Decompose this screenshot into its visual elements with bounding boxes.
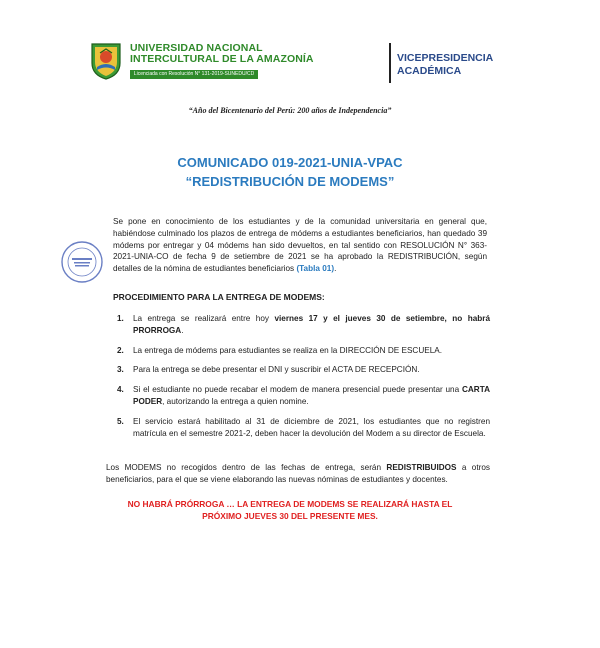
vice-line1: VICEPRESIDENCIA <box>397 52 494 64</box>
vice-line2: ACADÉMICA <box>397 65 462 77</box>
procedure-step <box>100 313 490 337</box>
year-motto: “Año del Bicentenario del Perú: 200 años de Independencia” <box>188 106 392 115</box>
step-number: 4. <box>117 385 124 395</box>
warning-line1: NO HABRÁ PRÓRROGA … LA ENTREGA DE MODEMS SE REALIZARÁ HASTA EL <box>127 499 453 509</box>
step-text: La entrega se realizará entre hoy <box>133 314 275 323</box>
communique-subject: “REDISTRIBUCIÓN DE MODEMS” <box>185 174 395 189</box>
closing-paragraph <box>106 462 490 486</box>
university-seal-icon <box>86 41 126 81</box>
closing-text: Los MODEMS no recogidos dentro de las fechas de entrega, serán <box>106 463 387 472</box>
step-text: El servicio estará habilitado al 31 de diciembre de 2021, los estudiantes que no registren matrícula en el semestre 2021-2, deben hacer la devolución del Modem a su director de Escuela. <box>133 416 490 438</box>
procedure-step <box>100 416 490 440</box>
header-divider <box>389 43 391 83</box>
license-banner: Licenciada con Resolución N° 131-2019-SUNEDU/CD <box>130 70 258 79</box>
procedure-step <box>100 364 490 376</box>
step-number: 2. <box>117 345 124 355</box>
communique-number: COMUNICADO 019-2021-UNIA-VPAC <box>177 155 403 170</box>
step-number: 1. <box>117 314 124 323</box>
step-text-end: , autorizando la entrega a quien nomine. <box>162 396 309 406</box>
vice-presidency-label <box>397 52 493 78</box>
procedure-step <box>100 345 490 357</box>
step-text-bold: CARTA PODER <box>133 385 490 406</box>
university-name-line1: UNIVERSIDAD NACIONAL <box>130 42 263 54</box>
university-name <box>130 42 314 65</box>
closing-text-end: a otros beneficiarios, para el que se viene elaborando las nuevas nóminas de estudiantes y docentes. <box>106 463 491 484</box>
step-text-end: . <box>181 325 184 335</box>
procedure-heading: PROCEDIMIENTO PARA LA ENTREGA DE MODEMS: <box>113 292 325 302</box>
step-text-bold: viernes 17 y el jueves 30 de setiembre, no habrá PRORROGA <box>133 314 491 335</box>
intro-text: Se pone en conocimiento de los estudiantes y de la comunidad universitaria en general que, habiéndose culminado los plazos de entrega de módems a estudiantes beneficiarios, han quedado 39 módems por entregar y 04 módems han sido devueltos, en tal sentido con RESOLUCIÓN N° 363-2021-UNIA-CO de fecha 9 de setiembre de 2021 se ha aprobado la REDISTRIBUCIÓN, según detalles de la nómina de estudiantes beneficiarios <box>113 217 487 274</box>
step-number: 5. <box>117 416 124 426</box>
deadline-warning <box>90 498 490 522</box>
intro-end: . <box>334 264 337 274</box>
step-number: 3. <box>117 365 124 375</box>
closing-bold: REDISTRIBUIDOS <box>386 463 457 472</box>
university-name-line2: INTERCULTURAL DE LA AMAZONÍA <box>130 53 314 65</box>
step-text: La entrega de módems para estudiantes se realiza en la DIRECCIÓN DE ESCUELA. <box>133 345 442 355</box>
procedure-step <box>100 384 490 408</box>
intro-paragraph <box>113 216 487 275</box>
table-reference: (Tabla 01) <box>296 264 335 274</box>
step-text: Para la entrega se debe presentar el DNI y suscribir el ACTA DE RECEPCIÓN. <box>133 365 420 375</box>
warning-line2: PRÓXIMO JUEVES 30 DEL PRESENTE MES. <box>202 511 378 521</box>
official-stamp-icon <box>60 240 104 284</box>
step-text: Si el estudiante no puede recabar el modem de manera presencial puede presentar una <box>133 385 462 395</box>
procedure-steps <box>100 313 490 447</box>
